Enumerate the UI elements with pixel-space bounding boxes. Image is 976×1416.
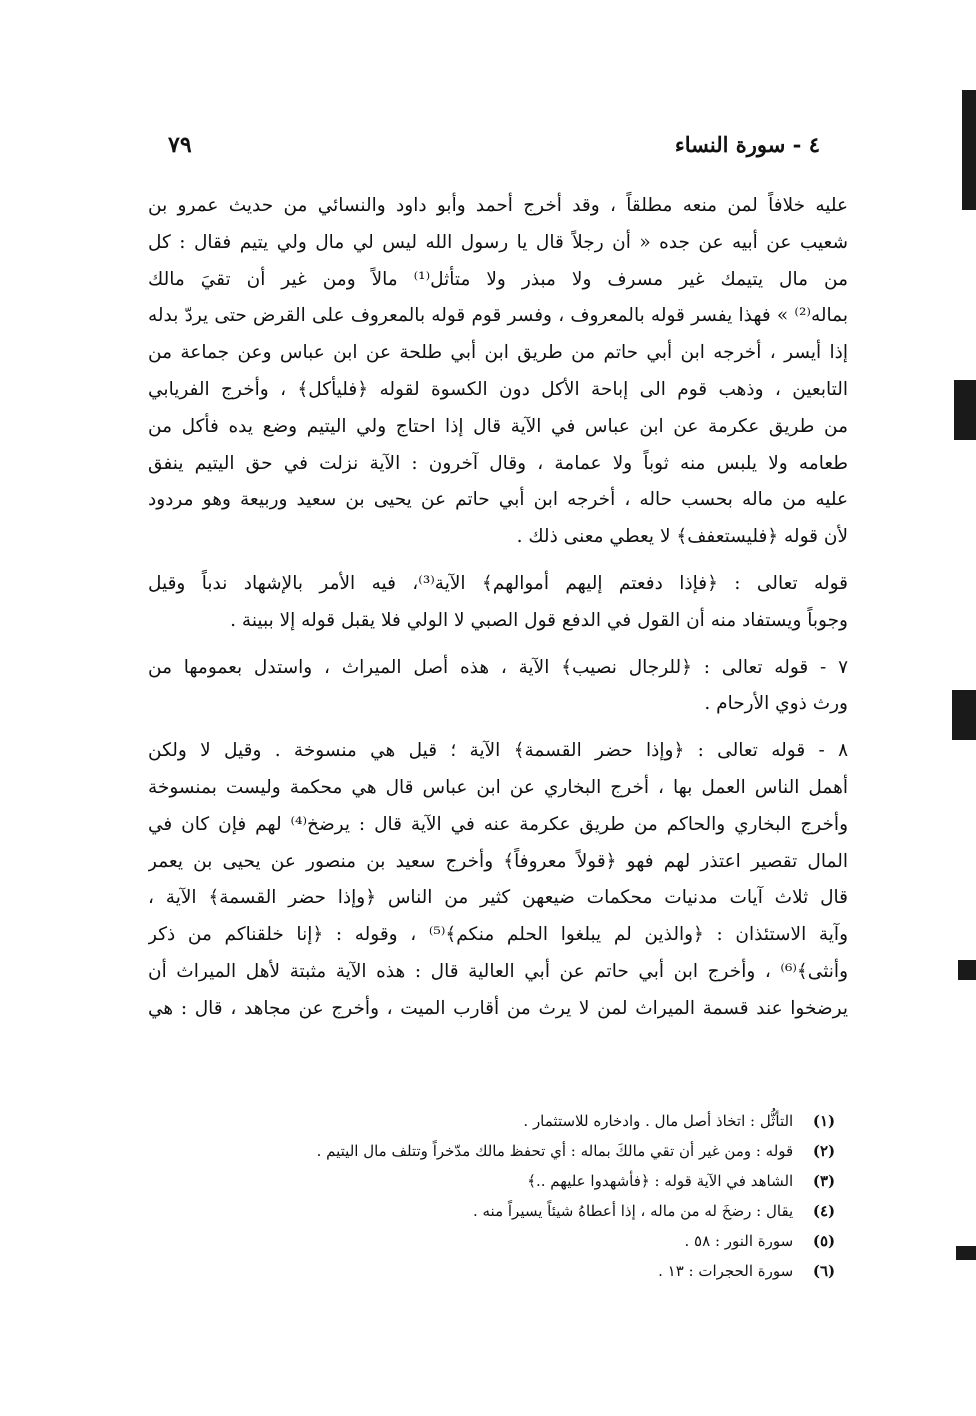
text-line: من طريق عكرمة عن ابن عباس في الآية قال إذا احتاج ولي اليتيم وضع يده فأكل من	[148, 415, 848, 437]
scan-edge-mark	[954, 380, 976, 440]
text-line: وجوباً ويستفاد منه أن القول في الدفع قول الصبي لا الولي فلا يقبل قوله إلا ببينة .	[230, 609, 848, 631]
text-line: ٧ - قوله تعالى : ﴿للرجال نصيب﴾ الآية ، هذه أصل الميراث ، واستدل بعمومها من	[148, 656, 848, 678]
footnote	[150, 1196, 850, 1226]
footnote-number: (٥)	[812, 1232, 836, 1250]
text-line: وأنثى﴾⁽⁶⁾ ، وأخرج ابن أبي حاتم عن أبي العالية قال : هذه الآية مثبتة لأهل الميراث أن	[148, 960, 848, 982]
footnote	[150, 1106, 850, 1136]
footnote-number: (٢)	[812, 1142, 836, 1160]
text-line: شعيب عن أبيه عن جده « أن رجلاً قال يا رسول الله ليس لي مال ولي يتيم فقال : كل	[148, 231, 848, 253]
text-line: وأخرج البخاري والحاكم من طريق عكرمة عنه في الآية قال : يرضخ⁽⁴⁾ لهم فإن كان في	[148, 813, 848, 835]
scan-edge-mark	[956, 1246, 976, 1260]
text-line: أهمل الناس العمل بها ، أخرج البخاري عن ابن عباس قال هي محكمة وليست بمنسوخة	[148, 776, 848, 798]
text-line: المال تقصير اعتذر لهم فهو ﴿قولاً معروفاً﴾ وأخرج سعيد بن منصور عن يحيى بن يعمر	[148, 850, 848, 872]
footnote	[150, 1166, 850, 1196]
text-line: التابعين ، وذهب قوم الى إباحة الأكل دون الكسوة لقوله ﴿فليأكل﴾ ، وأخرج الفريابي	[148, 378, 848, 400]
footnote-text: يقال : رضخَ له من ماله ، إذا أعطاهُ شيئاً يسيراً منه .	[472, 1202, 794, 1220]
text-line: وآية الاستئذان : ﴿والذين لم يبلغوا الحلم منكم﴾⁽⁵⁾ ، وقوله : ﴿إنا خلقناكم من ذكر	[148, 924, 848, 946]
footnote-text: التأثُّل : اتخاذ أصل مال . وادخاره للاستثمار .	[523, 1112, 794, 1130]
footnote-text: الشاهد في الآية قوله : ﴿فأشهدوا عليهم ..﴾	[527, 1172, 794, 1190]
page-number: ٧٩	[168, 132, 192, 158]
footnote-number: (١)	[812, 1112, 836, 1130]
scan-edge-mark	[958, 960, 976, 980]
text-line: قال ثلاث آيات مدنيات محكمات ضيعهن كثير من الناس ﴿وإذا حضر القسمة﴾ الآية ،	[148, 887, 848, 909]
text-line: عليه من ماله بحسب حاله ، أخرجه ابن أبي حاتم عن يحيى بن سعيد وربيعة وهو مردود	[148, 489, 848, 511]
footnote-number: (٣)	[812, 1172, 836, 1190]
page-header	[150, 132, 850, 168]
scan-edge-mark	[962, 90, 976, 210]
chapter-title: ٤ - سورة النساء	[674, 132, 820, 157]
text-line: إذا أيسر ، أخرجه ابن أبي حاتم من طريق ابن أبي طلحة عن ابن عباس وعن جماعة من	[148, 342, 848, 364]
footnote	[150, 1136, 850, 1166]
text-line: عليه خلافاً لمن منعه مطلقاً ، وقد أخرج أحمد وأبو داود والنسائي من حديث عمرو بن	[148, 195, 848, 216]
text-line: بماله⁽²⁾ » فهذا يفسر قوله بالمعروف ، وفسر قوم قوله بالمعروف على القرض حتى يردّ بدله	[148, 305, 848, 327]
footnotes	[150, 1106, 850, 1286]
text-line: يرضخوا عند قسمة الميراث لمن لا يرث من أقارب الميت ، وأخرج عن مجاهد ، قال : هي	[148, 997, 848, 1019]
text-line: ٨ - قوله تعالى : ﴿وإذا حضر القسمة﴾ الآية ؛ قيل هي منسوخة . وقيل لا ولكن	[148, 740, 848, 762]
main-text	[148, 188, 848, 1028]
footnote	[150, 1256, 850, 1286]
text-line: طعامه ولا يلبس منه ثوباً ولا عمامة ، وقال آخرون : الآية نزلت في حق اليتيم ينفق	[148, 452, 848, 474]
scan-edge-mark	[952, 690, 976, 740]
footnote-number: (٤)	[812, 1202, 836, 1220]
text-line: ورث ذوي الأرحام .	[704, 693, 848, 715]
footnote-text: قوله : ومن غير أن تقي مالكَ بماله : أي تحفظ مالك مدّخراً وتتلف مال اليتيم .	[316, 1142, 794, 1160]
text-line: من مال يتيمك غير مسرف ولا مبذر ولا متأثل⁽¹⁾ مالاً ومن غير أن تقيَ مالك	[148, 268, 848, 290]
text-line: قوله تعالى : ﴿فإذا دفعتم إليهم أموالهم﴾ الآية⁽³⁾، فيه الأمر بالإشهاد ندباً وقيل	[148, 572, 848, 594]
footnote-text: سورة النور : ٥٨ .	[684, 1232, 794, 1250]
text-line: لأن قوله ﴿فليستعفف﴾ لا يعطي معنى ذلك .	[516, 526, 848, 548]
footnote	[150, 1226, 850, 1256]
footnote-number: (٦)	[812, 1262, 836, 1280]
footnote-text: سورة الحجرات : ١٣ .	[658, 1262, 794, 1280]
